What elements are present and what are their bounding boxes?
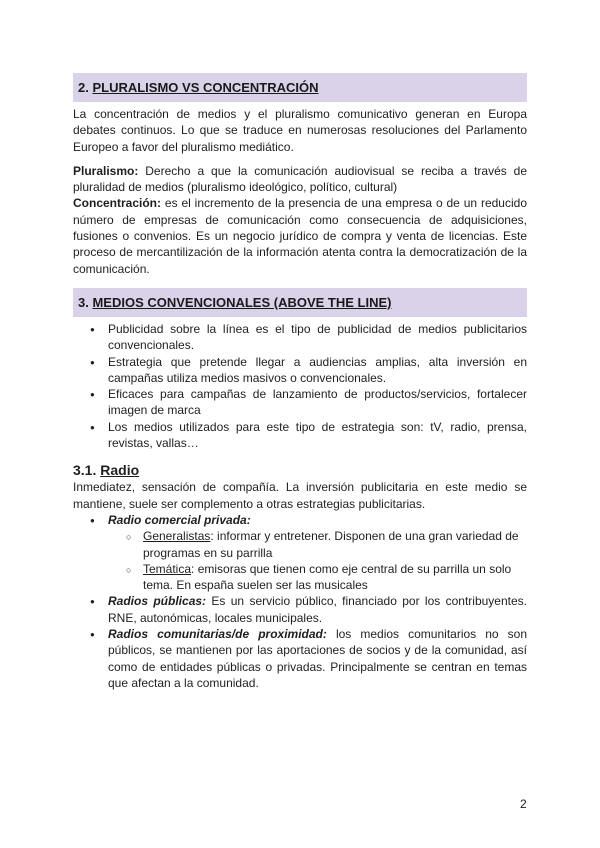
list-item: ● Estrategia que pretende llegar a audiencias amplias, alta inversión en campañas utiliza medios masivos o convencionales.	[108, 354, 527, 387]
radio-comunitarias-item	[108, 626, 527, 691]
concentracion-text: es el incremento de la presencia de una empresa o de un reducido número de empresas de comunicación como consecuencia de adquisiciones, fusiones o convenios. Es un negocio jurídico de compra y venta de licencias. Este proceso de mercantilización de la información atenta contra la democratización de la comunicación.	[73, 196, 527, 276]
radio-subheading	[73, 461, 527, 479]
generalistas-term: Generalistas	[143, 529, 211, 544]
radio-comercial-label: Radio comercial privada:	[108, 512, 251, 527]
list-item: ● Eficaces para campañas de lanzamiento de productos/servicios, fortalecer imagen de marca	[108, 386, 527, 419]
radio-comercial-sublist	[108, 528, 527, 593]
section-2-heading	[73, 73, 527, 102]
section-2-number: 2.	[78, 80, 89, 95]
tematica-text: : emisoras que tienen como eje central de su parrilla un solo tema. En españa suelen ser las musicales	[143, 561, 512, 593]
pluralismo-term: Pluralismo:	[73, 163, 139, 178]
section-2-intro: La concentración de medios y el pluralismo comunicativo generan en Europa debates continuos. Lo que se traduce en numerosas resoluciones del Parlamento Europeo a favor del pluralismo mediático.	[73, 107, 527, 154]
list-item: ● Publicidad sobre la línea es el tipo de publicidad de medios publicitarios convencionales.	[108, 321, 527, 354]
radio-types-list	[73, 512, 527, 691]
page-number: 2	[520, 797, 527, 811]
radio-comunitarias-label: Radios comunitarias/de proximidad:	[108, 627, 327, 642]
generalistas-item	[143, 528, 527, 561]
tematica-item	[143, 561, 527, 594]
tematica-term: Temática	[143, 561, 192, 576]
section-3-number: 3.	[78, 294, 89, 310]
pluralismo-text: Derecho a que la comunicación audiovisual se reciba a través de pluralidad de medios (pluralismo ideológico, político, cultural)	[73, 163, 527, 195]
radio-intro: Inmediatez, sensación de compañía. La inversión publicitaria en este medio se mantiene, suele ser complemento a otras estrategias publicitarias.	[73, 480, 527, 511]
section-3-bullet-list	[73, 321, 527, 451]
radio-publicas-label: Radios públicas:	[108, 594, 207, 609]
radio-publicas-item	[108, 593, 527, 626]
document-page	[73, 73, 527, 691]
section-3-title: MEDIOS CONVENCIONALES (ABOVE THE LINE)	[92, 294, 392, 310]
radio-number: 3.1.	[73, 462, 97, 479]
section-3-heading	[73, 288, 527, 317]
radio-publicas-text: Es un servicio público, financiado por los contribuyentes. RNE, autonómicas, locales municipales.	[108, 594, 527, 625]
radio-title: Radio	[100, 462, 140, 479]
concentracion-definition	[73, 195, 527, 276]
concentracion-term: Concentración:	[73, 196, 162, 211]
radio-comercial-item	[108, 512, 527, 593]
pluralismo-definition	[73, 163, 527, 196]
generalistas-text: : informar y entretener. Disponen de una gran variedad de programas en su parrilla	[143, 529, 519, 560]
list-item: ● Los medios utilizados para este tipo de estrategia son: tV, radio, prensa, revistas, vallas…	[108, 419, 527, 452]
section-2-title: PLURALISMO VS CONCENTRACIÓN	[92, 80, 319, 95]
radio-comunitarias-text: los medios comunitarios no son públicos, se mantienen por las aportaciones de socios y de la comunidad, así como de entidades públicas o privadas. Principalmente se centran en temas que afectan a la comunidad.	[108, 627, 528, 690]
